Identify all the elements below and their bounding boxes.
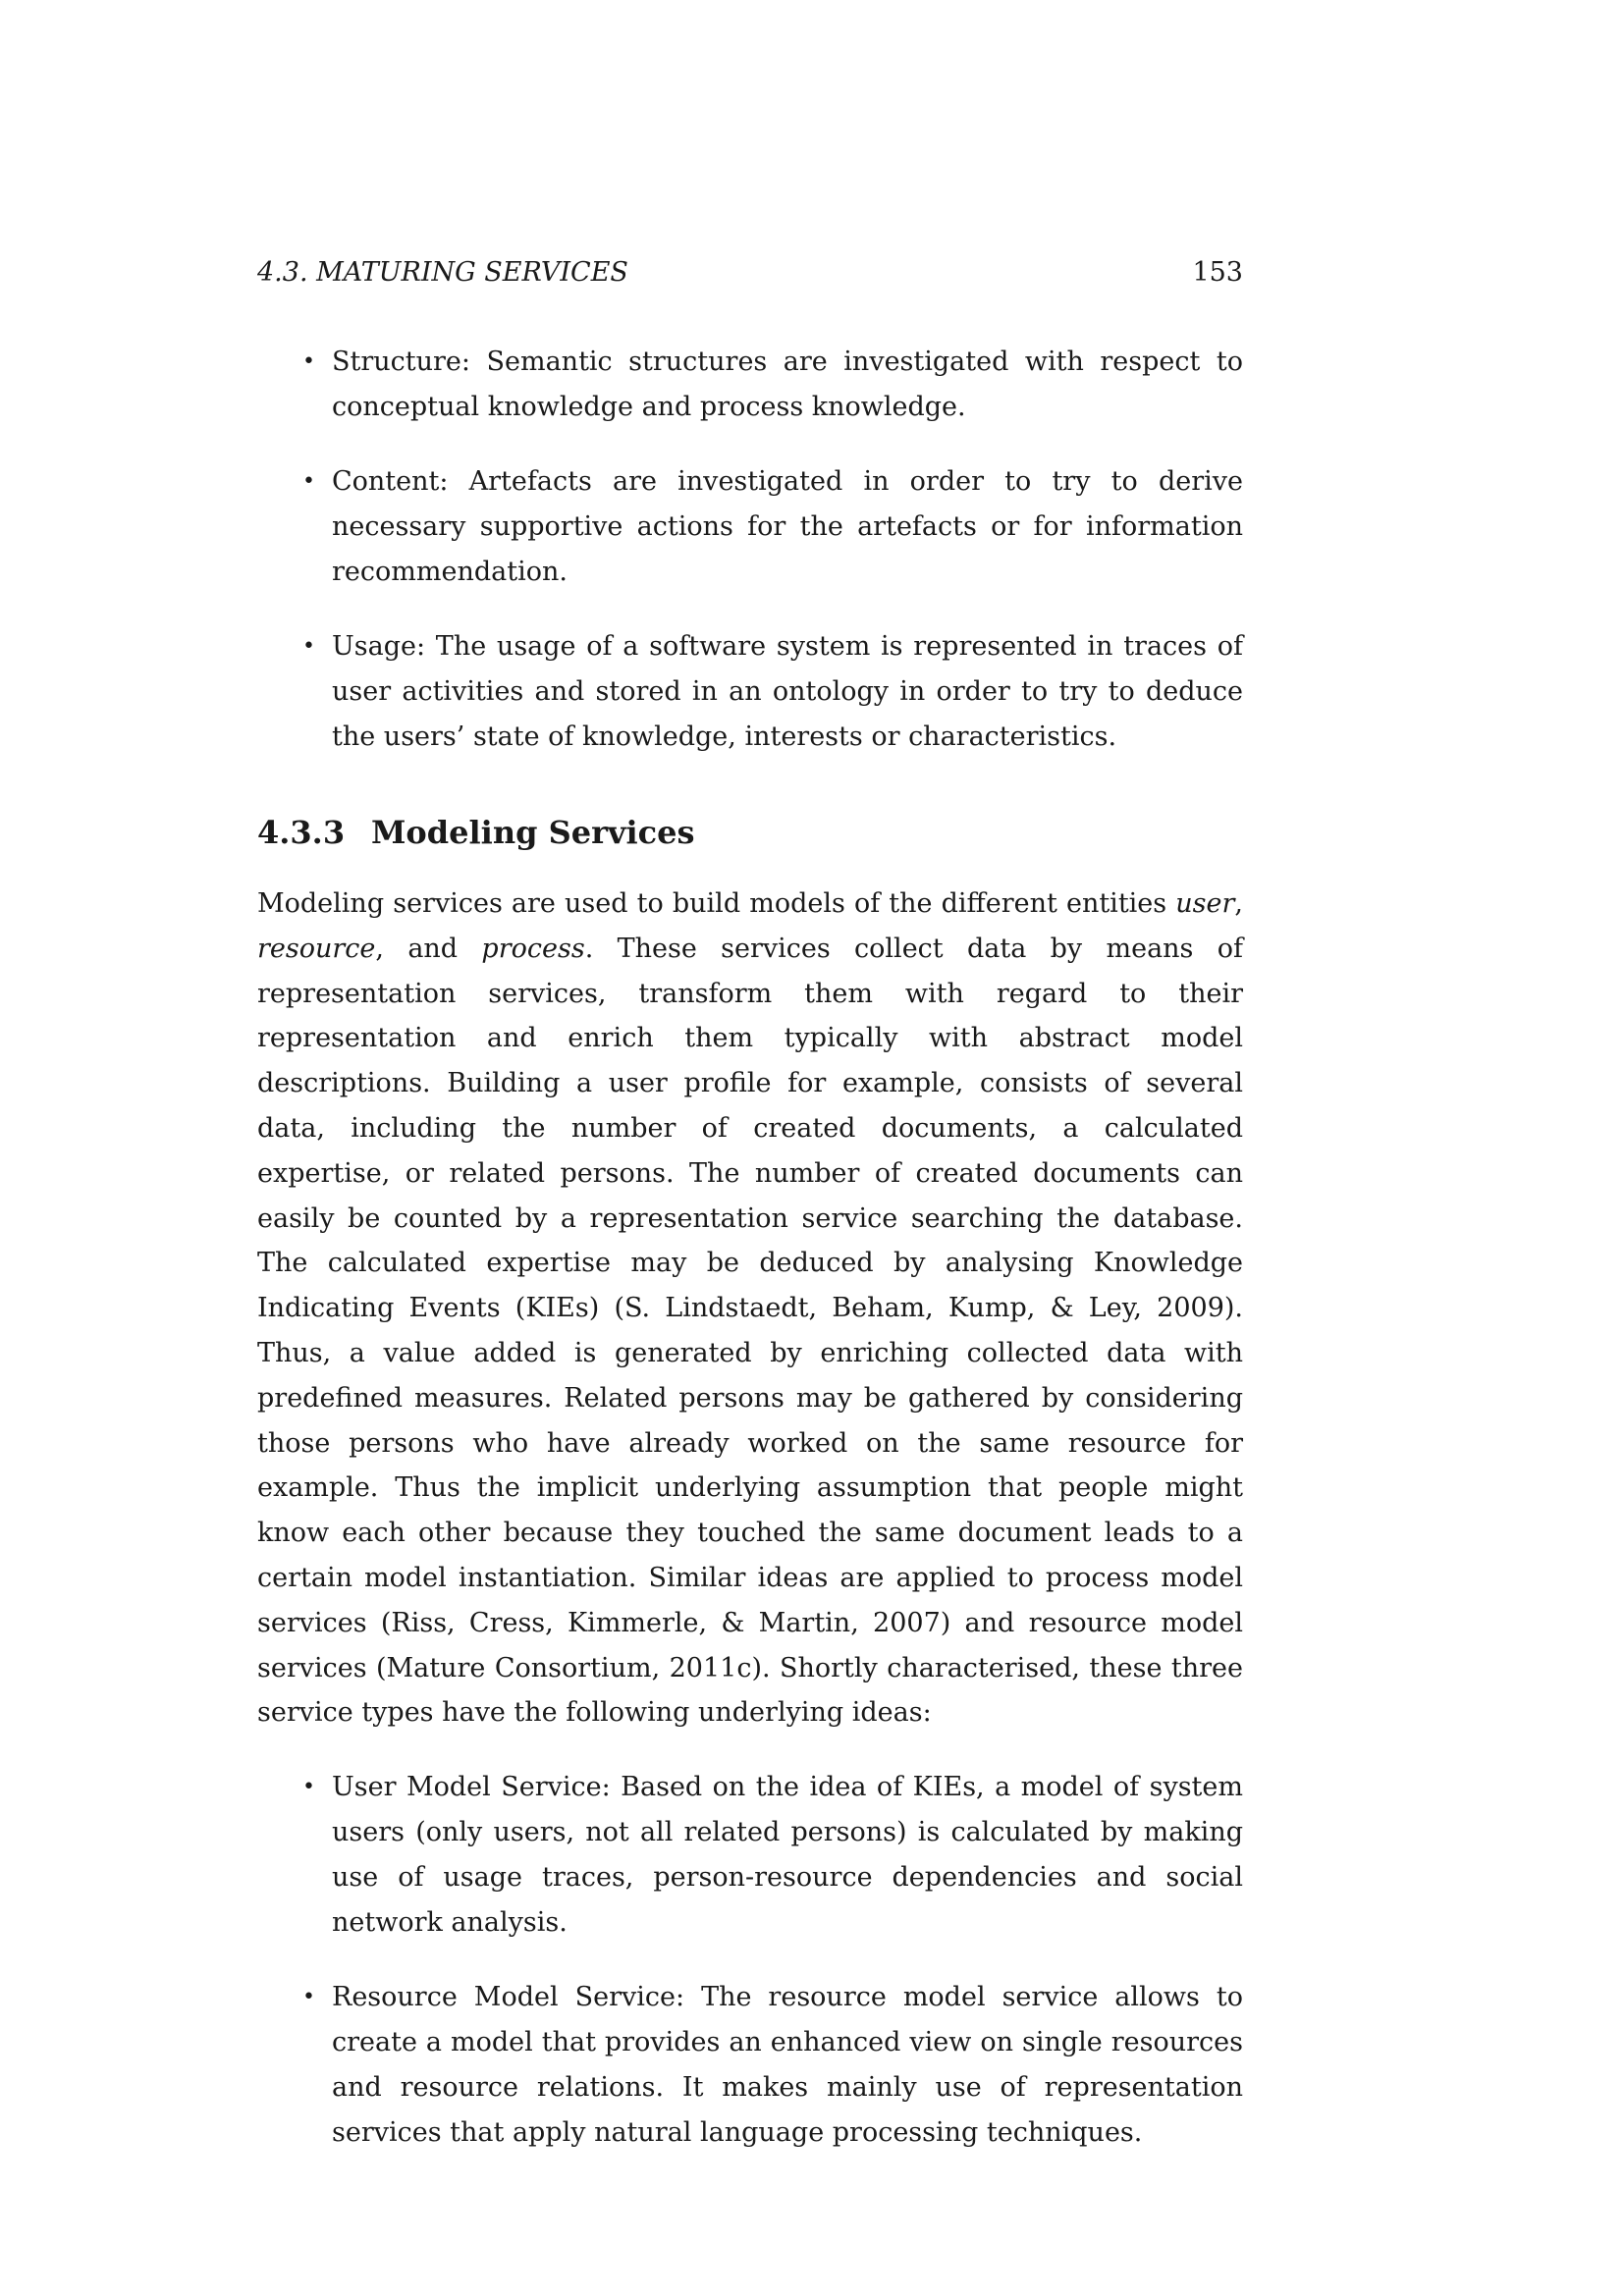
list-item bbox=[257, 459, 1243, 595]
emphasis-resource: resource bbox=[257, 933, 376, 964]
bullet-icon: • bbox=[302, 634, 315, 659]
section-number: 4.3.3 bbox=[257, 814, 346, 851]
list-item bbox=[257, 624, 1243, 760]
paragraph-separator: , bbox=[1234, 888, 1243, 919]
list-item-text: Content: Artefacts are investigated in order to try to derive necessary supportive actions for the artefacts or for information recommendation. bbox=[332, 466, 1243, 587]
list-item-text: User Model Service: Based on the idea of KIEs, a model of system users (only users, not all related persons) is calculated by making use of usage traces, person-resource dependencies and social network analysis. bbox=[332, 1772, 1243, 1939]
emphasis-user: user bbox=[1175, 888, 1235, 919]
list-item bbox=[257, 340, 1243, 430]
emphasis-process: process bbox=[481, 933, 585, 964]
running-head bbox=[257, 257, 1243, 302]
running-head-chapter: 4.3. MATURING SERVICES bbox=[257, 257, 628, 288]
bullet-icon: • bbox=[302, 349, 315, 374]
list-item-text: Structure: Semantic structures are investigated with respect to conceptual knowledge and process knowledge. bbox=[332, 347, 1243, 422]
page bbox=[257, 257, 1243, 2156]
top-bullet-list bbox=[257, 340, 1243, 760]
list-item bbox=[257, 1765, 1243, 1946]
paragraph-text: . These services collect data by means of representation services, transform them with regard to their representation and enrich them typically with abstract model descriptions. Building a user profile for example, consists of several data, including the number of created documents, a calculated expertise, or related persons. The number of created documents can easily be counted by a representation service searching the database. The calculated expertise may be deduced by analysing Knowledge Indicating Events (KIEs) (S. Lindstaedt, Beham, Kump, & Ley, 2009). Thus, a value added is generated by enriching collected data with predefined measures. Related persons may be gathered by considering those persons who have already worked on the same resource for example. Thus the implicit underlying assumption that people might know each other because they touched the same document leads to a certain model instantiation. Similar ideas are applied to process model services (Riss, Cress, Kimmerle, & Martin, 2007) and resource model services (Mature Consortium, 2011c). Shortly characterised, these three service types have the following underlying ideas: bbox=[257, 933, 1243, 1729]
list-item-text: Usage: The usage of a software system is represented in traces of user activities and stored in an ontology in order to try to deduce the users’ state of knowledge, interests or characteristics. bbox=[332, 631, 1243, 752]
paragraph-separator: , and bbox=[375, 933, 482, 964]
paragraph-text: Modeling services are used to build models of the different entities bbox=[257, 888, 1176, 919]
bullet-icon: • bbox=[302, 1985, 315, 2010]
bullet-icon: • bbox=[302, 1775, 315, 1800]
bullet-icon: • bbox=[302, 469, 315, 494]
bottom-bullet-list bbox=[257, 1765, 1243, 2156]
body-paragraph bbox=[257, 881, 1243, 1735]
section-heading bbox=[257, 807, 1243, 858]
section-title: Modeling Services bbox=[371, 814, 695, 851]
page-number: 153 bbox=[1192, 257, 1243, 288]
list-item bbox=[257, 1975, 1243, 2156]
list-item-text: Resource Model Service: The resource model service allows to create a model that provides an enhanced view on single resources and resource relations. It makes mainly use of representation services that apply natural language processing techniques. bbox=[332, 1982, 1243, 2149]
